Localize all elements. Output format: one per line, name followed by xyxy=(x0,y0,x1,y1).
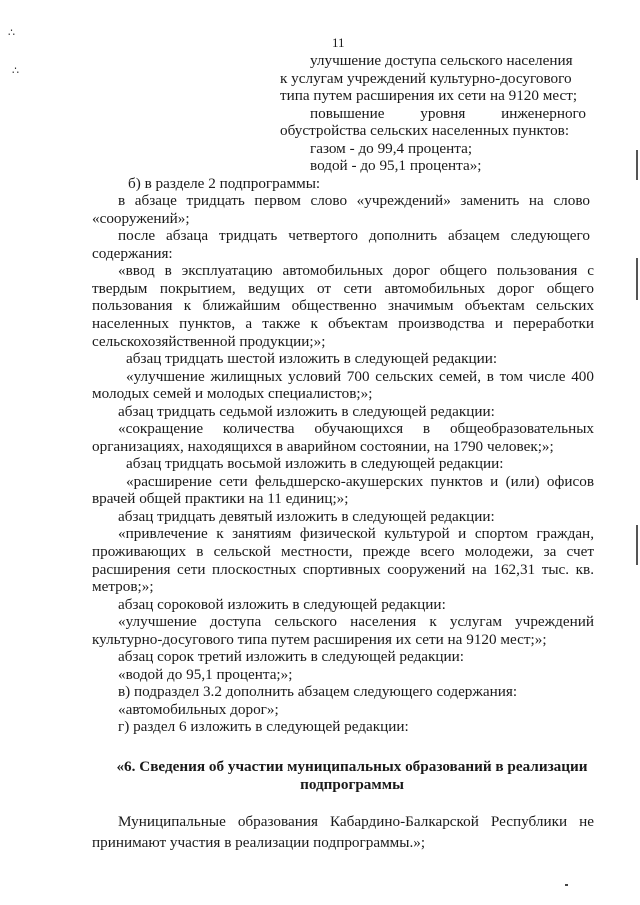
text-line: твердым покрытием, ведущих от сети автомобильных дорог общего xyxy=(92,280,594,297)
text-line: абзац тридцать шестой изложить в следующей редакции: xyxy=(126,350,498,367)
text-line: абзац тридцать седьмой изложить в следующей редакции: xyxy=(118,403,495,420)
text-line: водой - до 95,1 процента»; xyxy=(310,157,482,174)
text-line: «ввод в эксплуатацию автомобильных дорог общего пользования с xyxy=(118,262,594,279)
text-line: «сокращение количества обучающихся в общеобразовательных xyxy=(118,420,594,437)
text-line: проживающих в сельской местности, прежде всего молодежи, за счет xyxy=(92,543,594,560)
scan-edge xyxy=(636,525,638,565)
text-line: г) раздел 6 изложить в следующей редакции: xyxy=(118,718,409,735)
text-line: типа путем расширения их сети на 9120 мест; xyxy=(280,87,578,104)
text-line: принимают участия в реализации подпрограммы.»; xyxy=(92,834,426,851)
text-line: обустройства сельских населенных пунктов: xyxy=(280,122,570,139)
text-line: повышение уровня инженерного xyxy=(310,105,586,122)
text-line: «улучшение жилищных условий 700 сельских семей, в том числе 400 xyxy=(126,368,594,385)
text-line: улучшение доступа сельского населения xyxy=(310,52,573,69)
text-line: «сооружений»; xyxy=(92,210,190,227)
text-line: абзац сорок третий изложить в следующей редакции: xyxy=(118,648,465,665)
scan-mark: ∴ xyxy=(12,65,19,77)
text-line: в) подраздел 3.2 дополнить абзацем следующего содержания: xyxy=(118,683,518,700)
text-line: «автомобильных дорог»; xyxy=(118,701,279,718)
text-line: молодых семей и молодых специалистов;»; xyxy=(92,385,373,402)
text-line: «расширение сети фельдшерско-акушерских пунктов и (или) офисов xyxy=(126,473,594,490)
page-number: 11 xyxy=(332,35,345,50)
text-line: врачей общей практики на 11 единиц;»; xyxy=(92,490,349,507)
text-line: «улучшение доступа сельского населения к услугам учреждений xyxy=(118,613,594,630)
text-line: «привлечение к занятиям физической культурой и спортом граждан, xyxy=(118,525,594,542)
scan-mark: ∴ xyxy=(8,27,15,39)
text-line: сельскохозяйственной продукции;»; xyxy=(92,333,326,350)
text-line: расширения сети плоскостных спортивных сооружений на 162,31 тыс. кв. xyxy=(92,561,594,578)
text-line: организациях, находящихся в аварийном состоянии, на 1790 человек;»; xyxy=(92,438,554,455)
text-line: культурно-досугового типа путем расширения их сети на 9120 мест;»; xyxy=(92,631,547,648)
text-line: населенных пунктов, а также к объектам производства и переработки xyxy=(92,315,594,332)
text-line: пользования к ближайшим общественно значимым объектам сельских xyxy=(92,297,594,314)
text-line: абзац тридцать восьмой изложить в следующей редакции: xyxy=(126,455,504,472)
text-line: метров;»; xyxy=(92,578,154,595)
text-line: абзац сороковой изложить в следующей редакции: xyxy=(118,596,446,613)
section-heading: «6. Сведения об участии муниципальных образований в реализации xyxy=(116,758,588,775)
text-line: содержания: xyxy=(92,245,173,262)
scan-edge xyxy=(636,150,638,180)
scan-dot xyxy=(565,884,568,886)
text-line: «водой до 95,1 процента;»; xyxy=(118,666,293,683)
text-line: б) в разделе 2 подпрограммы: xyxy=(128,175,321,192)
text-line: газом - до 99,4 процента; xyxy=(310,140,473,157)
scan-edge xyxy=(636,258,638,300)
text-line: после абзаца тридцать четвертого дополнить абзацем следующего xyxy=(118,227,590,244)
text-line: в абзаце тридцать первом слово «учреждений» заменить на слово xyxy=(118,192,590,209)
text-line: к услугам учреждений культурно-досугового xyxy=(280,70,572,87)
text-line: абзац тридцать девятый изложить в следующей редакции: xyxy=(118,508,495,525)
text-line: Муниципальные образования Кабардино-Балкарской Республики не xyxy=(118,813,594,830)
section-heading: подпрограммы xyxy=(300,776,404,793)
